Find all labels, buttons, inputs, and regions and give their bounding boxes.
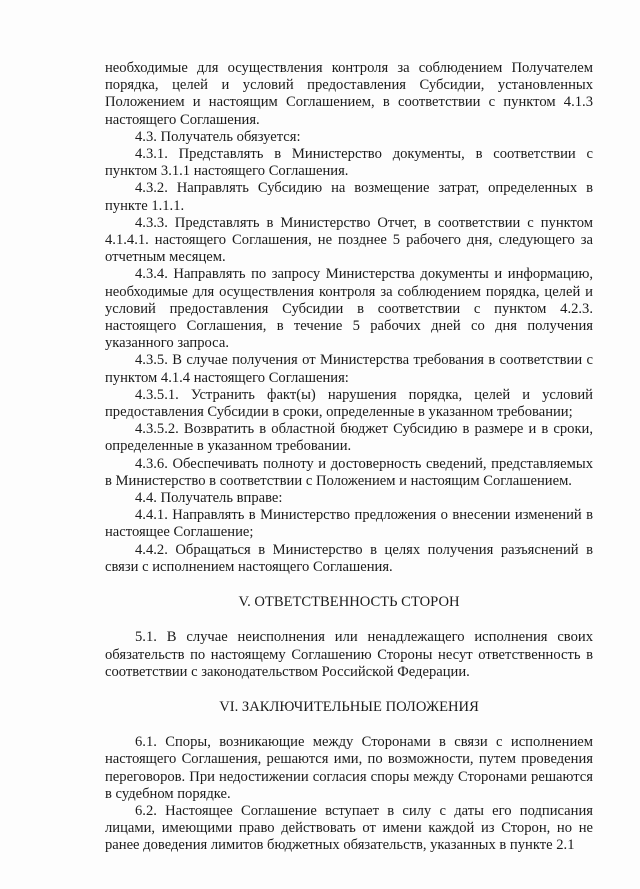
paragraph-4-3-1: 4.3.1. Представлять в Министерство документы, в соответствии с пунктом 3.1.1 настоящего Соглашения. (105, 146, 593, 180)
paragraph-4-3-5: 4.3.5. В случае получения от Министерства требования в соответствии с пунктом 4.1.4 настоящего Соглашения: (105, 352, 593, 386)
paragraph-4-3: 4.3. Получатель обязуется: (135, 128, 301, 145)
paragraph-4-3-6: 4.3.6. Обеспечивать полноту и достоверность сведений, представляемых в Министерство в соответствии с Положением и настоящим Соглашением. (105, 455, 593, 489)
paragraph-4-4-1: 4.4.1. Направлять в Министерство предложения о внесении изменений в настоящее Соглашение; (105, 507, 593, 541)
paragraph-4-4-2: 4.4.2. Обращаться в Министерство в целях получения разъяснений в связи с исполнением настоящего Соглашения. (105, 541, 593, 575)
paragraph-6-1: 6.1. Споры, возникающие между Сторонами в связи с исполнением настоящего Соглашения, решаются ими, по возможности, путем проведения переговоров. При недостижении согласия споры между Сторонами решаются в судебном порядке. (105, 734, 593, 802)
paragraph-4-3-2: 4.3.2. Направлять Субсидию на возмещение затрат, определенных в пункте 1.1.1. (105, 180, 593, 214)
paragraph-continuation: необходимые для осуществления контроля за соблюдением Получателем порядка, целей и условий предоставления Субсидии, установленных Положением и настоящим Соглашением, в соответствии с пунктом 4.1.3 настоящего Соглашения. (105, 60, 593, 128)
paragraph-4-3-4: 4.3.4. Направлять по запросу Министерства документы и информацию, необходимые для осуществления контроля за соблюдением порядка, целей и условий предоставления Субсидии в соответствии с пунктом 4.2.3. настоящего Соглашения, в течение 5 рабочих дней со дня получения указанного запроса. (105, 266, 593, 352)
paragraph-4-4: 4.4. Получатель вправе: (135, 490, 283, 507)
paragraph-4-3-3: 4.3.3. Представлять в Министерство Отчет, в соответствии с пунктом 4.1.4.1. настоящего Соглашения, не позднее 5 рабочего дня, следующего за отчетным месяцем. (105, 214, 593, 266)
section-5-title: V. ОТВЕТСТВЕННОСТЬ СТОРОН (238, 594, 460, 611)
paragraph-4-3-5-2: 4.3.5.2. Возвратить в областной бюджет Субсидию в размере и в сроки, определенные в указанном требовании. (105, 421, 593, 455)
document-body (105, 60, 593, 855)
section-6-title: VI. ЗАКЛЮЧИТЕЛЬНЫЕ ПОЛОЖЕНИЯ (219, 698, 479, 715)
paragraph-6-2: 6.2. Настоящее Соглашение вступает в силу с даты его подписания лицами, имеющими право действовать от имени каждой из Сторон, но не ранее доведения лимитов бюджетных обязательств, указанных в пункте 2.1 (105, 802, 593, 854)
paragraph-5-1: 5.1. В случае неисполнения или ненадлежащего исполнения своих обязательств по настоящему Соглашению Стороны несут ответственность в соответствии с законодательством Российской Федерации. (105, 629, 593, 680)
paragraph-4-3-5-1: 4.3.5.1. Устранить факт(ы) нарушения порядка, целей и условий предоставления Субсидии в сроки, определенные в указанном требовании; (105, 386, 593, 421)
